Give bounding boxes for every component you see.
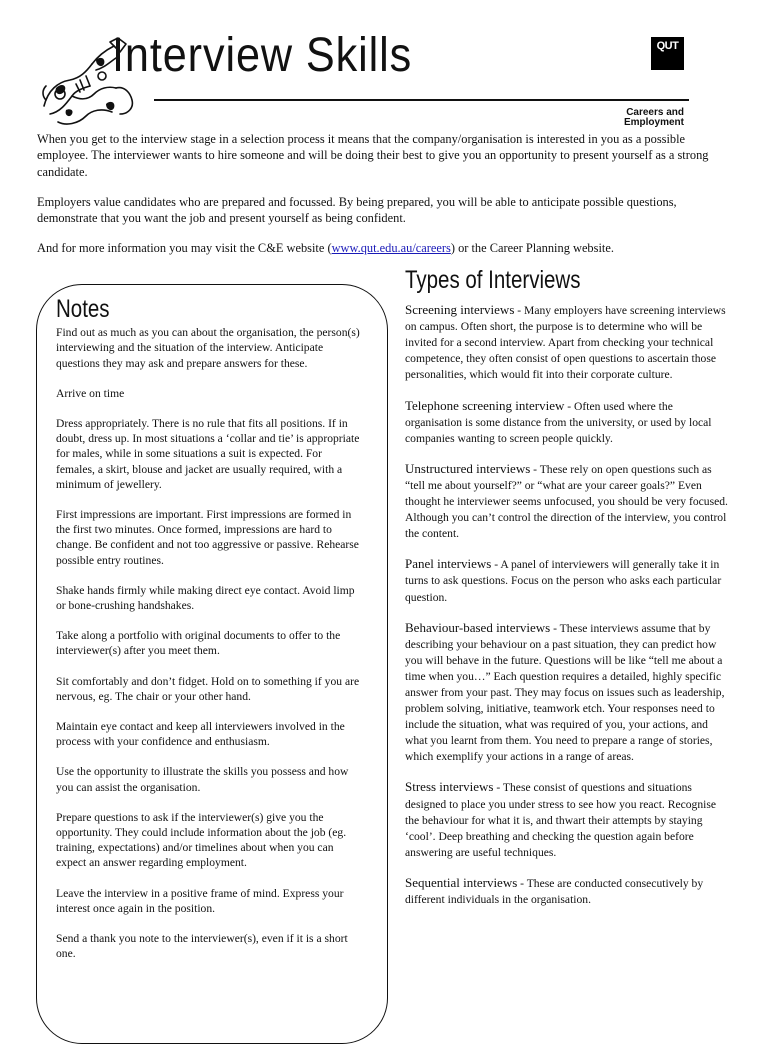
notes-panel — [56, 295, 362, 977]
interview-type-item — [405, 461, 731, 542]
note-item: First impressions are important. First impressions are formed in the first two minutes. Once formed, impressions are hard to change. Be confident and not too aggressive or passive. Rehearse possible entry routines. — [56, 508, 359, 567]
interview-type-name: Behaviour-based interviews — [405, 619, 551, 635]
notes-title: Notes — [56, 295, 110, 323]
interview-type-description: - These interviews assume that by describing your behaviour on a past situation, they can predict how you will behave in the future. Questions will be like “tell me about a time when you…” Each question requires a detailed, highly specific answer from your past. They may focus on issues such as leadership, problem solving, initiative, teamwork etch. Your responses need to include the situation, what was required of you, your actions, and what you learnt from them. You need to prepare a range of stories, which exemplify your actions in a range of areas. — [405, 621, 725, 764]
intro-text: ) or the Career Planning website. — [450, 241, 614, 256]
qut-logo: QUT — [651, 37, 684, 70]
interview-type-item — [405, 620, 731, 766]
interview-type-item — [405, 875, 731, 908]
interview-type-item — [405, 398, 731, 447]
interview-type-name: Unstructured interviews — [405, 460, 531, 476]
note-item: Take along a portfolio with original documents to offer to the interviewer(s) after you meet them. — [56, 629, 341, 658]
note-item: Maintain eye contact and keep all interviewers involved in the process with your confidence and enthusiasm. — [56, 720, 345, 749]
note-item: Dress appropriately. There is no rule that fits all positions. If in doubt, dress up. In most situations a ‘collar and tie’ is appropriate for males, while in some situations a suit is expected. For females, a skirt, blouse and jacket are usually required, with a minimum of jewellery. — [56, 417, 360, 491]
interview-type-description: - These are conducted consecutively by different individuals in the organisation. — [405, 876, 704, 906]
interview-type-item — [405, 779, 731, 860]
note-item: Arrive on time — [56, 386, 125, 400]
note-item: Prepare questions to ask if the interviewer(s) give you the opportunity. They could include information about the job (eg. training, expectations) and/or timelines about when you can expect an answer regarding employment. — [56, 810, 347, 870]
interview-type-name: Panel interviews — [405, 556, 492, 572]
note-item: Send a thank you note to the interviewer(s), even if it is a short one. — [56, 932, 348, 961]
interview-type-name: Screening interviews — [405, 302, 515, 318]
intro-paragraph: When you get to the interview stage in a selection process it means that the company/organisation is interested in you as a possible employee. The interviewer wants to hire someone and will be doing their best to give you an opportunity to present yourself as a strong candidate. — [37, 132, 709, 179]
notes-list — [56, 325, 362, 961]
interview-type-description: - These rely on open questions such as “tell me about yourself?” or “what are your career goals?” Even thought he interviewer seems unfocused, you should be very focused. Although you can’t control the direction of the interview, you control the content. — [405, 462, 728, 541]
interview-type-item — [405, 556, 731, 605]
interview-type-name: Stress interviews — [405, 779, 494, 795]
intro-section — [37, 131, 737, 271]
interview-type-name: Sequential interviews — [405, 874, 518, 890]
department-label: Careers and Employment — [623, 107, 684, 128]
interview-type-description: - Many employers have screening interviews on campus. Often short, the purpose is to determine who will be invited for a second interview. Apart from checking your technical competence, they often consist of open questions to ascertain those personalities, which would fit into their corporate culture. — [405, 304, 726, 382]
intro-paragraph — [37, 240, 737, 256]
intro-paragraph: Employers value candidates who are prepared and focussed. By being prepared, you will be able to anticipate possible questions, demonstrate that you want the job and present yourself as being confident. — [37, 194, 677, 226]
page-title: Interview Skills — [112, 29, 413, 82]
note-item: Find out as much as you can about the organisation, the person(s) interviewing and the situation of the interview. Anticipate questions they may ask and prepare answers for these. — [56, 326, 360, 370]
interview-type-description: - These consist of questions and situations designed to place you under stress to see how you react. Recognise the behaviour for what it is, and thwart their attempts by staying ‘cool’. Deep breathing and checking the question again before answering are useful techniques. — [405, 781, 717, 859]
interview-types-section — [405, 266, 731, 922]
interview-type-name: Telephone screening interview — [405, 397, 565, 413]
note-item: Use the opportunity to illustrate the skills you possess and how you can assist the organisation. — [56, 765, 349, 794]
title-rule — [154, 99, 689, 101]
intro-text: And for more information you may visit the C&E website ( — [37, 241, 332, 256]
note-item: Shake hands firmly while making direct eye contact. Avoid limp or bone-crushing handshakes. — [56, 583, 355, 613]
interview-type-description: - A panel of interviewers will generally take it in turns to ask questions. Focus on the person who asks each particular question. — [405, 558, 722, 604]
note-item: Leave the interview in a positive frame of mind. Express your interest once again in the position. — [56, 886, 344, 915]
types-title: Types of Interviews — [405, 266, 581, 294]
interview-type-description: - Often used where the organisation is some distance from the university, or used by local companies wanting to screen people quickly. — [405, 399, 712, 445]
note-item: Sit comfortably and don’t fidget. Hold on to something if you are nervous, eg. The chair or your other hand. — [56, 674, 360, 703]
interview-type-item — [405, 302, 731, 383]
careers-website-link[interactable]: www.qut.edu.au/careers — [331, 241, 451, 256]
